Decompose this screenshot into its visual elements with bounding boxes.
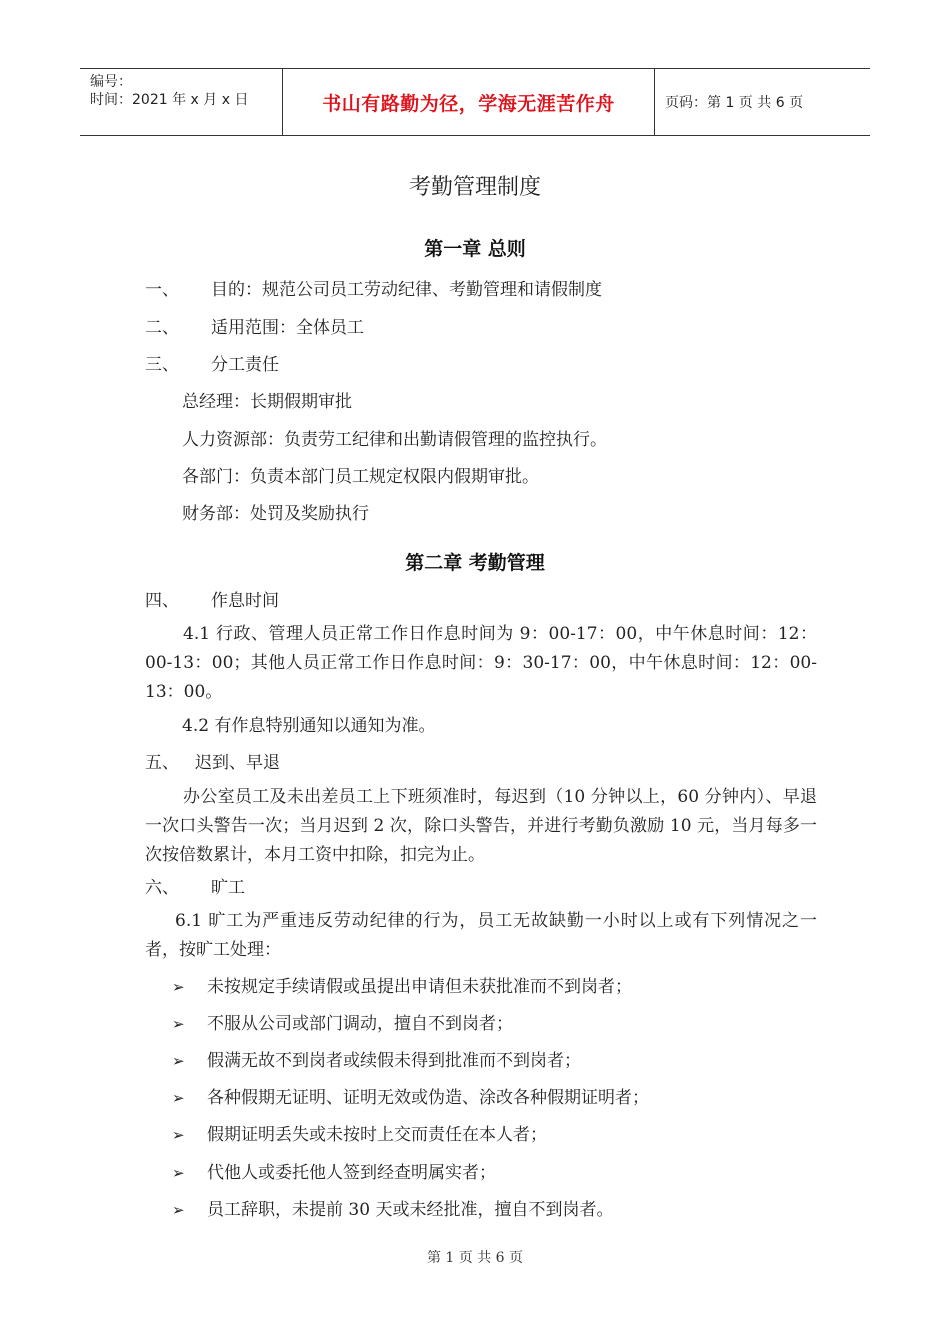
paragraph-6-1: 6.1 旷工为严重违反劳动纪律的行为，员工无故缺勤一小时以上或有下列情况之一者，按旷工处理： xyxy=(145,911,817,960)
section-1-number: 一、 xyxy=(145,280,179,300)
duty-general-manager: 总经理：长期假期审批 xyxy=(182,392,352,412)
bullet-arrow-icon: ➢ xyxy=(172,1164,185,1182)
duty-hr: 人力资源部：负责劳工纪律和出勤请假管理的监控执行。 xyxy=(182,430,607,450)
section-4 xyxy=(145,586,279,611)
header-meta xyxy=(80,69,282,135)
section-5 xyxy=(145,748,280,773)
list-item xyxy=(172,1083,649,1108)
header-page-info: 页码：第 1 页 共 6 页 xyxy=(665,95,804,111)
bullet-arrow-icon: ➢ xyxy=(172,1201,185,1219)
list-item xyxy=(172,972,632,997)
list-item xyxy=(172,1009,513,1034)
header-motto: 书山有路勤为径，学海无涯苦作舟 xyxy=(322,92,615,115)
section-4-text: 作息时间 xyxy=(211,591,279,611)
bullet-arrow-icon: ➢ xyxy=(172,1126,185,1144)
bullet-arrow-icon: ➢ xyxy=(172,1015,185,1033)
paragraph-5: 办公室员工及未出差员工上下班须准时，每迟到（10 分钟以上，60 分钟内）、早退一次口头警告一次；当月迟到 2 次，除口头警告，并进行考勤负激励 10 元，当月每多一次按倍数累计，本月工资中扣除，扣完为止。 xyxy=(145,787,817,865)
section-5-text: 迟到、早退 xyxy=(195,753,280,773)
list-item-text: 不服从公司或部门调动，擅自不到岗者； xyxy=(207,1014,513,1034)
number-label: 编号： xyxy=(90,74,132,90)
section-1-text: 目的：规范公司员工劳动纪律、考勤管理和请假制度 xyxy=(211,280,602,300)
section-6-number: 六、 xyxy=(145,878,179,898)
section-1 xyxy=(145,275,602,300)
list-item-text: 代他人或委托他人签到经查明属实者； xyxy=(207,1163,496,1183)
list-item-text: 假满无故不到岗者或续假未得到批准而不到岗者； xyxy=(207,1051,581,1071)
section-6 xyxy=(145,873,245,898)
bullet-arrow-icon: ➢ xyxy=(172,1089,185,1107)
chapter-2-title: 第二章 考勤管理 xyxy=(405,552,545,574)
list-item xyxy=(172,1158,496,1183)
page-footer: 第 1 页 共 6 页 xyxy=(426,1250,524,1266)
duty-departments: 各部门：负责本部门员工规定权限内假期审批。 xyxy=(182,467,539,487)
list-item-text: 各种假期无证明、证明无效或伪造、涂改各种假期证明者； xyxy=(207,1088,649,1108)
section-2 xyxy=(145,313,364,338)
paragraph-4-2: 4.2 有作息特别通知以通知为准。 xyxy=(182,716,436,736)
section-3-text: 分工责任 xyxy=(211,355,279,375)
duty-finance: 财务部：处罚及奖励执行 xyxy=(182,504,369,524)
list-item xyxy=(172,1120,547,1145)
section-3 xyxy=(145,350,279,375)
document-title: 考勤管理制度 xyxy=(408,175,541,200)
section-2-text: 适用范围：全体员工 xyxy=(211,318,364,338)
header-motto-cell xyxy=(282,69,655,135)
section-4-number: 四、 xyxy=(145,591,179,611)
chapter-1-title: 第一章 总则 xyxy=(424,238,526,260)
list-item-text: 员工辞职，未提前 30 天或未经批准，擅自不到岗者。 xyxy=(207,1200,614,1220)
bullet-arrow-icon: ➢ xyxy=(172,1052,185,1070)
bullet-arrow-icon: ➢ xyxy=(172,978,185,996)
list-item xyxy=(172,1195,613,1220)
section-3-number: 三、 xyxy=(145,355,179,375)
section-5-number: 五、 xyxy=(145,753,179,773)
time-label: 时间：2021 年 x 月 x 日 xyxy=(90,92,249,108)
list-item-text: 假期证明丢失或未按时上交而责任在本人者； xyxy=(207,1125,547,1145)
section-2-number: 二、 xyxy=(145,318,179,338)
list-item-text: 未按规定手续请假或虽提出申请但未获批准而不到岗者； xyxy=(207,977,632,997)
list-item xyxy=(172,1046,581,1071)
section-6-text: 旷工 xyxy=(211,878,245,898)
paragraph-4-1: 4.1 行政、管理人员正常工作日作息时间为 9：00-17：00，中午休息时间：12：00-13：00；其他人员正常工作日作息时间：9：30-17：00，中午休息时间：12：00-13：00。 xyxy=(145,624,817,702)
page-header xyxy=(80,68,870,136)
